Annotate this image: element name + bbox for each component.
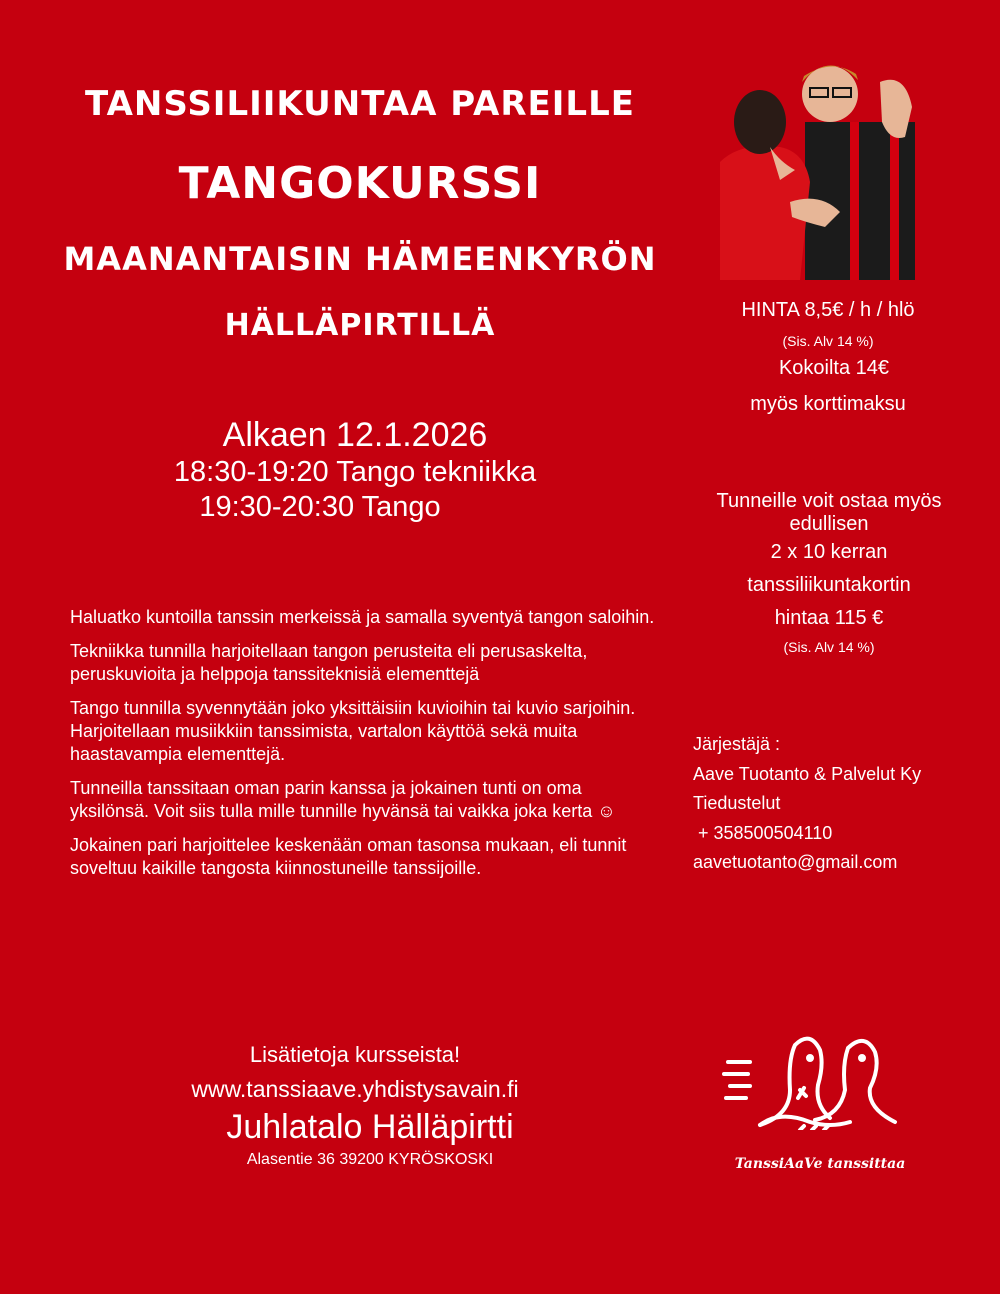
price-per-hour: HINTA 8,5€ / h / hlö: [741, 299, 915, 321]
venue-name: Juhlatalo Hälläpirtti: [226, 1108, 514, 1146]
venue-address: Alasentie 36 39200 KYRÖSKOSKI: [246, 1151, 494, 1168]
website-link[interactable]: www.tanssiaave.yhdistysavain.fi: [191, 1076, 519, 1102]
title-line-3: MAANANTAISIN HÄMEENKYRÖN: [63, 240, 657, 278]
title-line-1: TANSSILIIKUNTAA PAREILLE: [85, 84, 635, 124]
inquiries-label: Tiedustelut: [693, 793, 781, 813]
description-paragraph: Jokainen pari harjoittelee keskenään oman tasonsa mukaan, eli tunnit soveltuu kaikille tangosta kiinnostuneille tanssijoille.: [70, 835, 627, 878]
punch-card-offer: [688, 490, 970, 659]
logo-wordmark: TanssiAaVe tanssittaa: [734, 1156, 906, 1172]
phone-number: + 358500504110: [693, 822, 833, 843]
offer-price: hintaa 115 €: [774, 607, 884, 629]
organizer-info: [693, 730, 983, 878]
schedule-slot-2: 19:30-20:30 Tango: [199, 491, 441, 523]
offer-line-3: tanssiliikuntakortin: [747, 574, 911, 596]
organizer-label: Järjestäjä :: [693, 734, 781, 754]
description-paragraph: Tunneilla tanssitaan oman parin kanssa ja jokainen tunti on oma yksilönsä. Voit siis tulla mille tunnille hyvänsä tai vaikka joka kerta ☺: [70, 778, 616, 821]
email-address: aavetuotanto@gmail.com: [693, 852, 898, 872]
more-info-text: Lisätietoja kursseista!: [249, 1042, 461, 1067]
schedule-slot-1: 18:30-19:20 Tango tekniikka: [173, 456, 537, 488]
dancing-couple-photo: [700, 52, 930, 280]
description-paragraph: Haluatko kuntoilla tanssin merkeissä ja samalla syventyä tangon saloihin.: [70, 607, 655, 627]
course-description: [70, 606, 660, 891]
description-paragraph: Tango tunnilla syvennytään joko yksittäisiin kuvioihin tai kuvio sarjoihin. Harjoitellaan musiikkiin tanssimista, vartalon käyttöä sekä muita haastavampia elementtejä.: [70, 698, 636, 764]
full-night-price: Kokoilta 14€: [778, 357, 890, 379]
price-vat-note: (Sis. Alv 14 %): [782, 333, 874, 349]
offer-vat-note: (Sis. Alv 14 %): [783, 639, 875, 655]
organizer-name: Aave Tuotanto & Palvelut Ky: [693, 763, 922, 784]
title-line-4: HÄLLÄPIRTILLÄ: [224, 308, 496, 343]
offer-line-1: Tunneille voit ostaa myös edullisen: [716, 490, 942, 535]
offer-line-2: 2 x 10 kerran: [770, 541, 888, 563]
tanssiaave-logo-icon: [720, 1030, 920, 1130]
description-paragraph: Tekniikka tunnilla harjoitellaan tangon perusteita eli perusaskelta, peruskuvioita ja helppoja tanssiteknisiä elementtejä: [70, 641, 588, 684]
card-payment-note: myös korttimaksu: [750, 393, 906, 415]
title-line-2: TANGOKURSSI: [178, 158, 542, 209]
start-date: Alkaen 12.1.2026: [222, 416, 488, 454]
